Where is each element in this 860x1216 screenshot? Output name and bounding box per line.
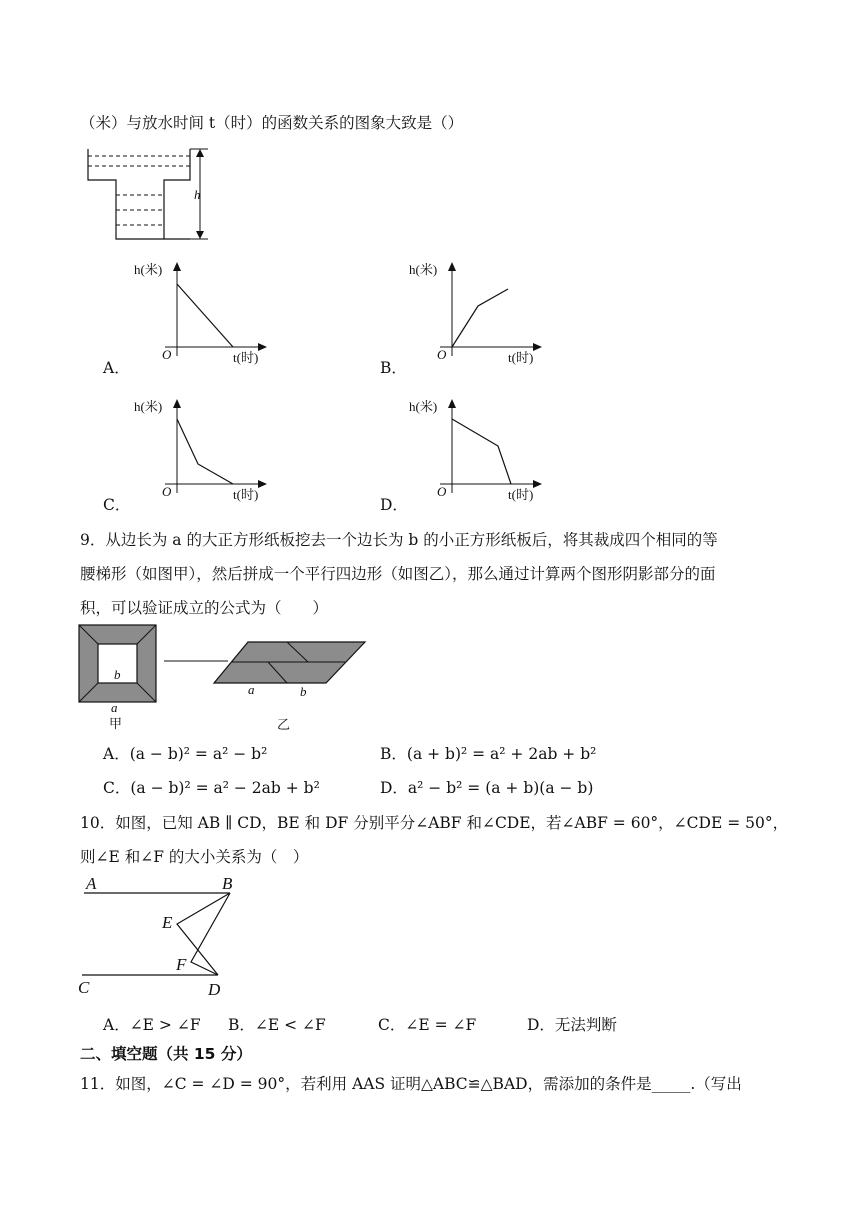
q8-c-curve	[177, 419, 233, 484]
q9-yi-b: b	[300, 684, 307, 699]
q9-yi-a: a	[248, 682, 255, 697]
q9-line2: 腰梯形（如图甲），然后拼成一个平行四边形（如图乙），那么通过计算两个图形阴影部分的面	[80, 565, 716, 583]
q8-option-b-label: B．	[380, 359, 407, 377]
q8-d-curve	[452, 419, 511, 484]
q10-option-c: C．∠E = ∠F	[378, 1016, 477, 1034]
q9-jia-label: 甲	[109, 716, 123, 731]
q8-c-origin: O	[162, 484, 172, 499]
q8-graph-b	[405, 258, 555, 370]
q8-graph-a	[130, 258, 280, 370]
q8-tank-figure	[80, 144, 220, 244]
q8-text: （米）与放水时间 t（时）的函数关系的图象大致是（）	[80, 114, 464, 132]
q8-b-xlabel: t(时)	[508, 350, 534, 365]
q9-line1: 9．从边长为 a 的大正方形纸板挖去一个边长为 b 的小正方形纸板后，将其裁成四个相同的等	[80, 531, 718, 549]
q8-option-c-label: C．	[103, 496, 131, 514]
q10-option-b: B．∠E < ∠F	[228, 1016, 326, 1034]
q10-option-a: A．∠E > ∠F	[103, 1016, 201, 1034]
q8-b-ylabel: h(米)	[409, 262, 438, 277]
q9-option-c: C．(a − b)² = a² − 2ab + b²	[103, 779, 320, 797]
q8-graph-c	[130, 395, 280, 507]
q8-d-xlabel: t(时)	[508, 487, 534, 502]
q9-line3: 积，可以验证成立的公式为（ ）	[80, 599, 329, 617]
q10-point-d: D	[208, 980, 221, 999]
q10-point-e: E	[162, 913, 173, 932]
q9-jia-a: a	[111, 700, 118, 715]
q10-point-f: F	[176, 955, 187, 974]
q9-option-a: A．(a − b)² = a² − b²	[103, 745, 268, 763]
q8-d-origin: O	[437, 484, 447, 499]
q8-a-xlabel: t(时)	[233, 350, 259, 365]
q8-d-ylabel: h(米)	[409, 399, 438, 414]
q8-a-ylabel: h(米)	[134, 262, 163, 277]
q10-point-b: B	[222, 874, 233, 893]
q8-h-label: h	[194, 187, 201, 202]
q8-c-xlabel: t(时)	[233, 487, 259, 502]
q9-yi-label: 乙	[277, 717, 291, 732]
q8-option-a-label: A．	[103, 359, 130, 377]
q8-b-origin: O	[437, 347, 447, 362]
q8-a-origin: O	[162, 347, 172, 362]
q9-option-b: B．(a + b)² = a² + 2ab + b²	[380, 745, 597, 763]
q10-point-a: A	[86, 874, 97, 893]
q9-jia-b: b	[114, 667, 121, 682]
q8-option-d-label: D．	[380, 496, 408, 514]
q8-b-curve	[452, 289, 508, 347]
q10-option-d: D．无法判断	[527, 1016, 617, 1034]
q9-figure	[78, 624, 378, 736]
q10-point-c: C	[78, 978, 90, 997]
q10-figure	[78, 874, 248, 1002]
q11-text: 11．如图，∠C = ∠D = 90°，若利用 AAS 证明△ABC≌△BAD，需添加的条件是_____.（写出	[80, 1075, 742, 1093]
q10-line2: 则∠E 和∠F 的大小关系为（ ）	[80, 848, 309, 866]
q8-c-ylabel: h(米)	[134, 399, 163, 414]
q8-graph-d	[405, 395, 555, 507]
q8-a-curve	[177, 284, 233, 347]
section-title: 二、填空题（共 15 分）	[80, 1045, 252, 1063]
q10-line1: 10．如图，已知 AB ∥ CD，BE 和 DF 分别平分∠ABF 和∠CDE，若∠ABF = 60°，∠CDE = 50°，	[80, 814, 789, 832]
q9-option-d: D．a² − b² = (a + b)(a − b)	[380, 779, 594, 797]
